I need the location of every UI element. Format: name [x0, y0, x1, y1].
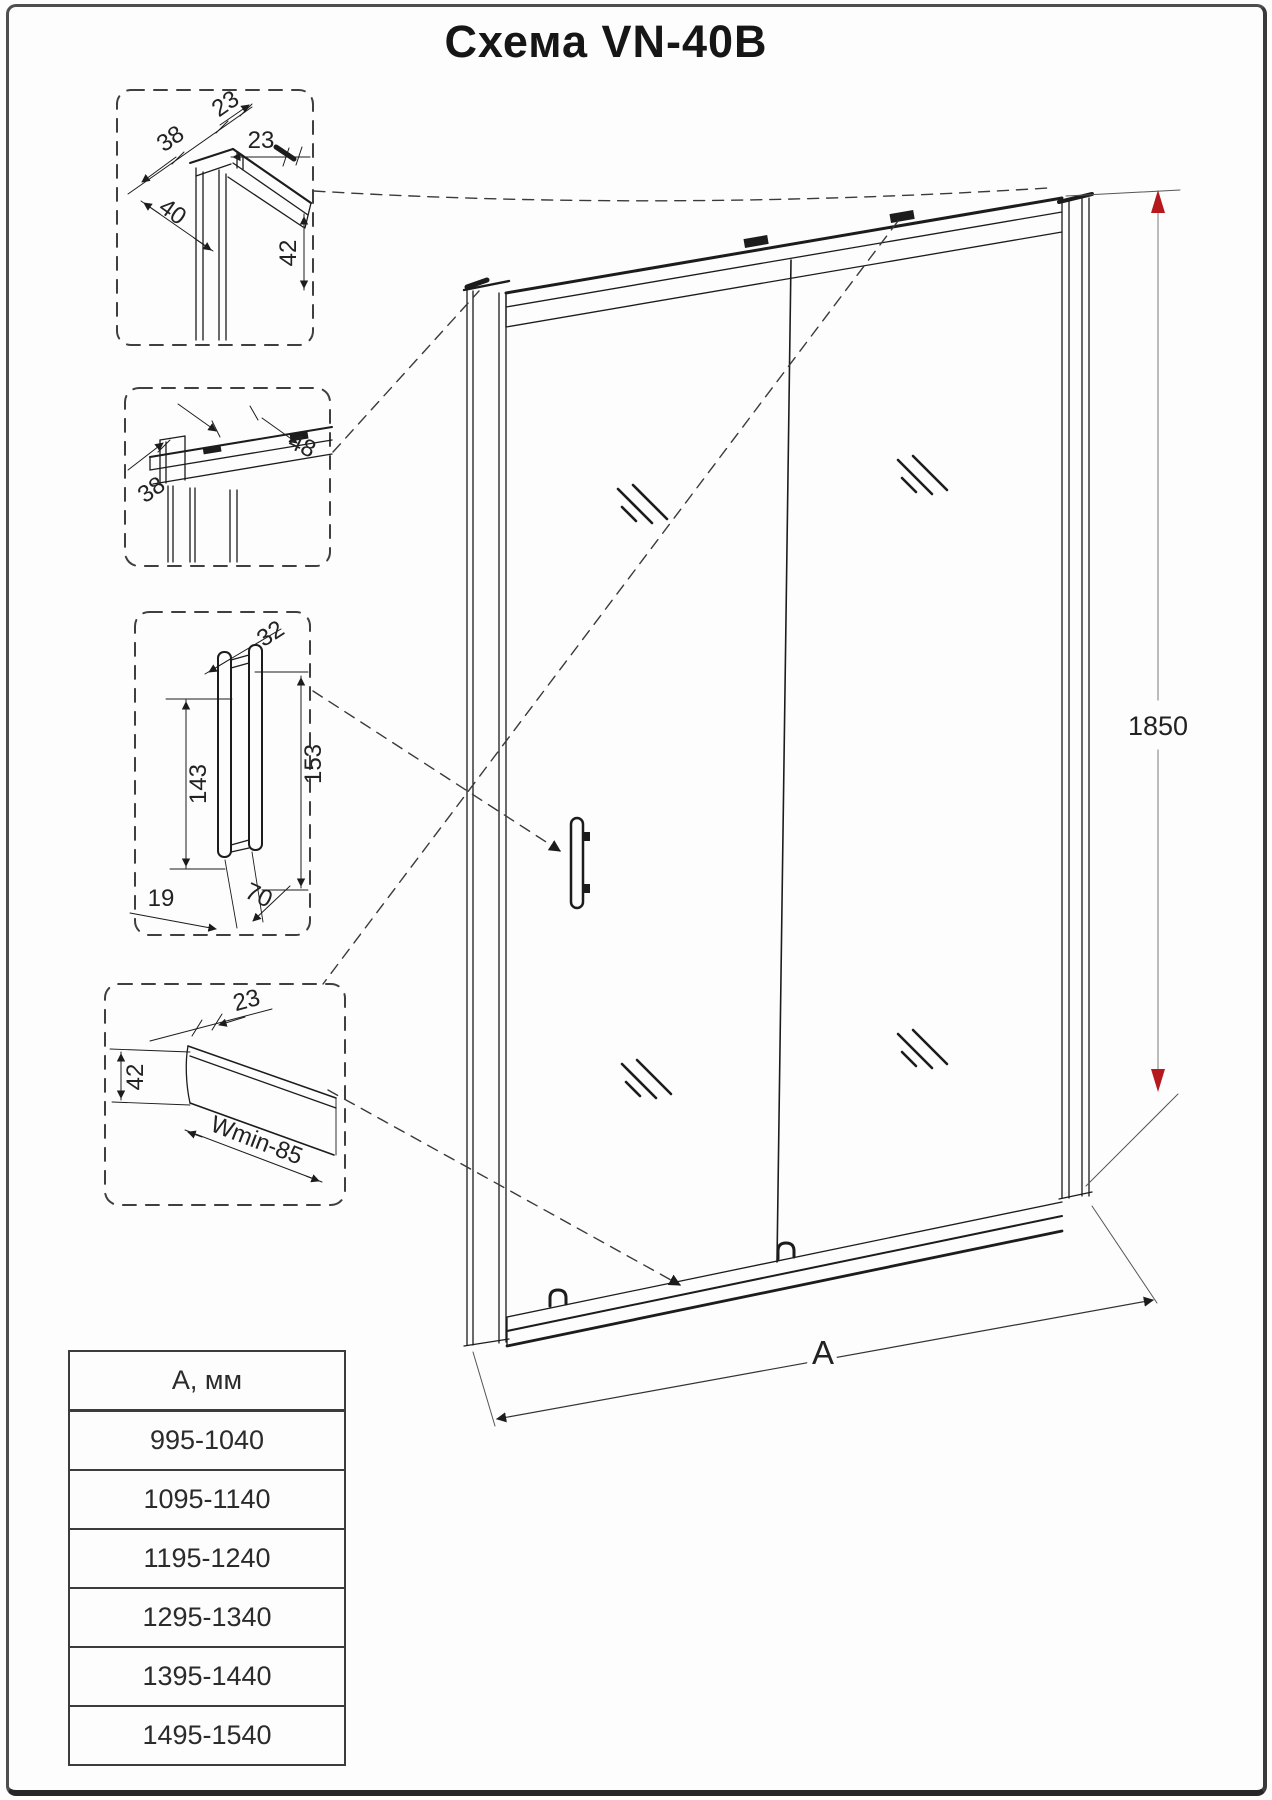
detail-handle	[130, 615, 327, 929]
dim-label: 19	[147, 885, 175, 912]
size-table	[68, 1350, 346, 1766]
detail-box-top-corner	[117, 90, 313, 345]
table-row	[69, 1470, 345, 1529]
dim-label: 48	[284, 427, 320, 464]
dim-label: 70	[240, 877, 277, 914]
dim-label: 23	[247, 127, 275, 154]
glass-hatch-marks	[618, 456, 947, 1098]
detail-callout-borders	[105, 90, 345, 1205]
size-value: 1095-1140	[69, 1470, 345, 1529]
top-rail	[506, 198, 1062, 327]
size-value: 995-1040	[69, 1411, 345, 1471]
dim-label: 143	[185, 763, 212, 805]
detail-top-rail	[128, 404, 332, 562]
height-dim-label: 1850	[1127, 711, 1189, 741]
bottom-rail	[507, 1202, 1062, 1346]
door-handle	[571, 818, 590, 908]
glass-panel-divider	[777, 260, 791, 1262]
dim-label: 40	[153, 193, 192, 231]
dim-label: 23	[230, 984, 264, 1018]
red-arrow-up	[1151, 190, 1165, 213]
width-dim-label: A	[811, 1334, 835, 1371]
dim-label: 153	[300, 743, 327, 785]
size-table-header-row	[69, 1351, 345, 1411]
main-door-drawing	[464, 194, 1092, 1346]
table-row	[69, 1588, 345, 1647]
detail-bottom-rail	[110, 984, 336, 1182]
dim-label: Wmin-85	[206, 1110, 307, 1171]
leader-top-rail	[333, 291, 479, 452]
table-row	[69, 1411, 345, 1471]
size-value: 1395-1440	[69, 1647, 345, 1706]
size-value: 1195-1240	[69, 1529, 345, 1588]
height-dimension-1850	[1066, 190, 1188, 1186]
dim-label: 38	[151, 120, 190, 158]
leader-top-corner	[314, 188, 1048, 201]
detail-top-corner	[128, 85, 311, 340]
table-row	[69, 1706, 345, 1765]
leader-bottom-rail	[328, 1090, 680, 1285]
dim-label: 42	[275, 239, 302, 267]
dim-label: 23	[206, 85, 245, 123]
table-row	[69, 1529, 345, 1588]
detail-box-bottom-rail	[105, 984, 345, 1205]
dim-label: 42	[122, 1063, 149, 1091]
dim-label: 38	[132, 471, 171, 509]
table-row	[69, 1647, 345, 1706]
leader-handle	[313, 691, 560, 851]
red-arrow-down	[1151, 1069, 1165, 1092]
dim-label: 32	[252, 615, 290, 653]
leader-diagonal-long	[323, 221, 898, 984]
right-frame-profile	[1059, 194, 1092, 1199]
detail-leader-lines	[313, 188, 1048, 1285]
page-title: Схема VN-40B	[444, 16, 768, 67]
size-value: 1295-1340	[69, 1588, 345, 1647]
size-table-header: А, мм	[69, 1351, 345, 1411]
size-value: 1495-1540	[69, 1706, 345, 1765]
